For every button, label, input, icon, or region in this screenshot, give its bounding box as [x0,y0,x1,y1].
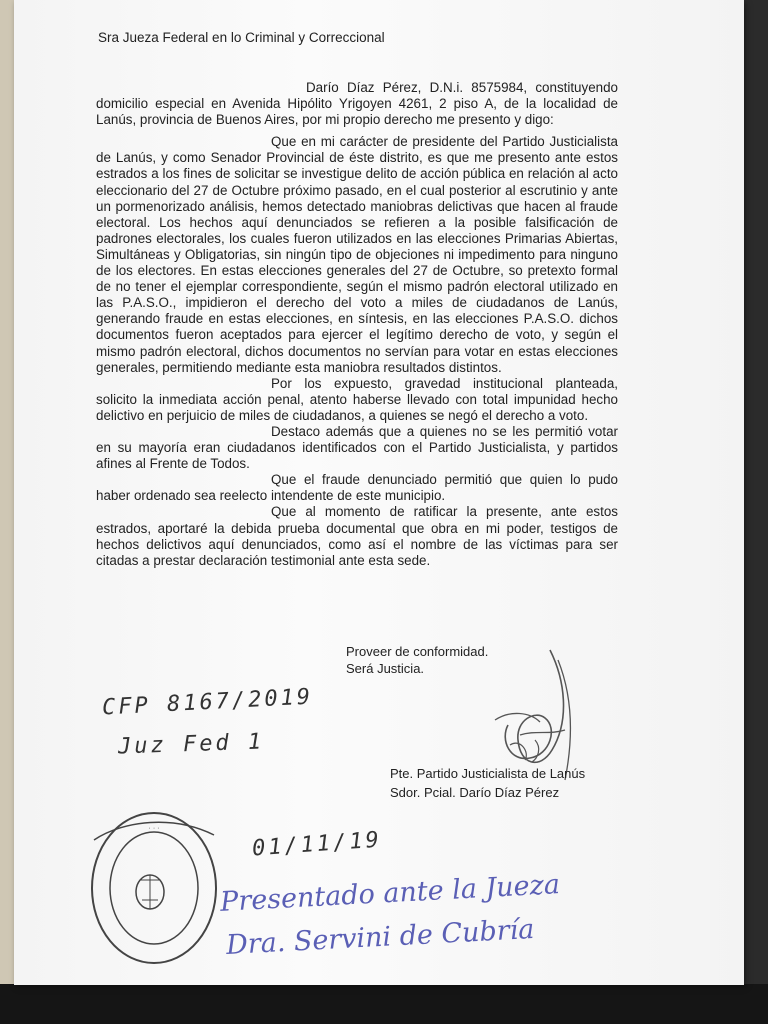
handwritten-note-line-2: Dra. Servini de Cubría [225,913,536,962]
svg-text:· · ·: · · · [148,825,160,832]
paragraph-emphasis: Destaco además que a quienes no se les permitió votar en su mayoría eran ciudadanos identificados con el Partido Justicialista, y partidos afines al Frente de Todos. [96,423,618,472]
closing-line-1: Proveer de conformidad. [346,644,489,659]
official-seal-stamp [84,800,224,970]
addressee-line: Sra Jueza Federal en lo Criminal y Correccional [98,30,385,45]
document-body [96,80,618,569]
background-left [0,0,14,1024]
handwritten-case-number: CFP 8167/2019 [101,684,314,721]
handwritten-note-line-1: Presentado ante la Jueza [219,869,561,918]
signer-block [390,764,585,802]
paragraph-complaint: Que en mi carácter de presidente del Partido Justicialista de Lanús, y como Senador Provincial de éste distrito, es que me presento ante estos estrados a los fines de solicitar se investigue delito de acción pública en relación al acto eleccionario del 27 de Octubre próximo pasado, en el cual posterior al escrutinio y ante un pormenorizado análisis, hemos detectado maniobras delictivas que hacen al fraude electoral. Los hechos aquí denunciados se refieren a la posible falsificación de padrones electorales, los cuales fueron utilizados en las elecciones Primarias Abiertas, Simultáneas y Obligatorias, sin ningún tipo de objeciones ni impedimento para ninguno de los electores. En estas elecciones generales del 27 de Octubre, so pretexto formal de no tener el ejemplar correspondiente, según el mismo padrón electoral utilizado en las P.A.S.O., impidieron el derecho del voto a miles de ciudadanos de Lanús, generando fraude en estas elecciones, en síntesis, en las elecciones P.A.S.O. dichos documentos fueron aceptados para ejercer el legítimo derecho de voto, y según el mismo padrón electoral, dichos documentos no servían para votar en estas elecciones generales, permitiendo mediante esta maniobra resultados distintos. [96,134,618,375]
paragraph-request: Por los expuesto, gravedad institucional planteada, solicito la inmediata acción penal, atento haberse llevado con total impunidad hecho delictivo en perjuicio de miles de ciudadanos, a quienes se negó el derecho a voto. [96,375,618,423]
document-page [14,0,744,985]
handwritten-date: 01/11/19 [251,827,383,862]
signer-title: Pte. Partido Justicialista de Lanús [390,766,586,781]
signer-name: Sdor. Pcial. Darío Díaz Pérez [390,785,560,800]
paragraph-evidence: Que al momento de ratificar la presente, ante estos estrados, aportaré la debida prueba documental que obra en mi poder, testigos de hechos delictivos aquí denunciados, como así el nombre de las víctimas para ser citadas a prestar declaración testimonial ante esta sede. [96,504,618,568]
background-bottom [0,984,768,1024]
paragraph-reelection: Que el fraude denunciado permitió que quien lo pudo haber ordenado sea reelecto intendente de este municipio. [96,472,618,504]
paragraph-intro: Darío Díaz Pérez, D.N.i. 8575984, constituyendo domicilio especial en Avenida Hipólito Yrigoyen 4261, 2 piso A, de la localidad de Lanús, provincia de Buenos Aires, por mi propio derecho me presento y digo: [96,80,618,128]
closing-line-2: Será Justicia. [346,661,425,676]
closing-block [346,643,488,677]
handwritten-court: Juz Fed 1 [117,729,265,760]
